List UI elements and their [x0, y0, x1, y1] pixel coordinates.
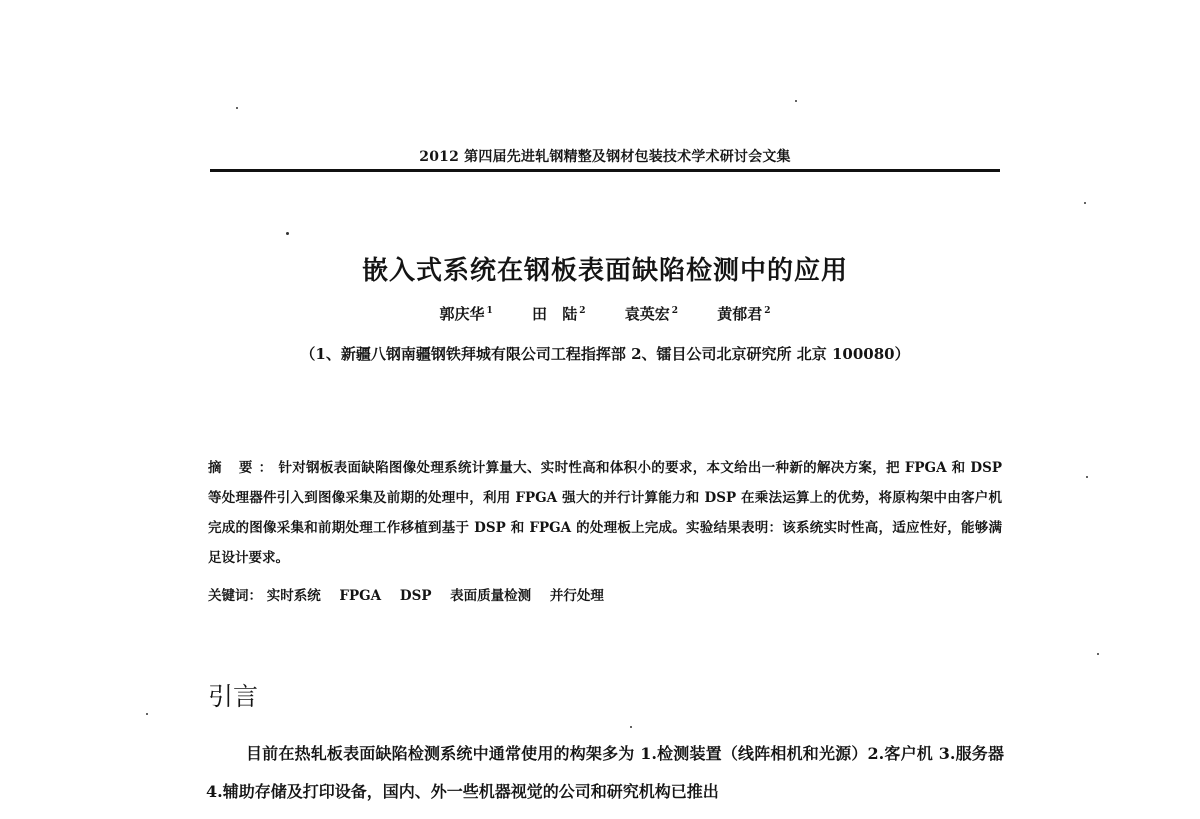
author-affiliation-mark: 2: [671, 306, 678, 316]
running-header: 2012 第四届先进轧钢精整及钢材包装技术学术研讨会文集: [419, 149, 791, 165]
scan-speck: [236, 107, 238, 109]
header-rule: [210, 169, 1000, 172]
author-affiliation-mark: 2: [579, 306, 586, 316]
author-name: 袁英宏: [624, 305, 670, 323]
paper-title: 嵌入式系统在钢板表面缺陷检测中的应用: [361, 256, 848, 286]
scan-speck: [630, 726, 632, 728]
scan-speck: [1086, 476, 1088, 478]
keywords: [208, 584, 618, 604]
author-name: 田 陆: [531, 305, 578, 323]
affiliation: （1、新疆八钢南疆钢铁拜城有限公司工程指挥部 2、镭目公司北京研究所 北京 100080）: [300, 345, 910, 363]
author-name: 黄郁君: [717, 305, 763, 323]
scan-speck: [795, 100, 797, 102]
keywords-label: 关键词：: [208, 588, 262, 604]
section-heading: 引言: [208, 682, 259, 711]
author: [532, 303, 586, 324]
author-name: 郭庆华: [439, 305, 485, 323]
keyword: 实时系统: [266, 588, 321, 604]
author-affiliation-mark: 2: [764, 306, 771, 316]
keyword: 表面质量检测: [450, 588, 532, 604]
author: [439, 303, 492, 324]
author-affiliation-mark: 1: [486, 306, 493, 316]
keyword: 并行处理: [549, 588, 604, 604]
author: [625, 303, 678, 324]
scan-speck: [1084, 202, 1086, 204]
abstract: [208, 453, 1002, 573]
scan-speck: [1097, 653, 1099, 655]
abstract-text: 针对钢板表面缺陷图像处理系统计算量大、实时性高和体积小的要求，本文给出一种新的解决方案，把 FPGA 和 DSP 等处理器件引入到图像采集及前期的处理中，利用 FPGA 强大的并行计算能力和 DSP 在乘法运算上的优势，将原构架中由客户机完成的图像采集和前期处理工作移植到基于 DSP 和 FPGA 的处理板上完成。实验结果表明：该系统实时性高，适应性好，能够满足设计要求。: [208, 460, 1002, 566]
author: [717, 303, 770, 324]
keyword: DSP: [399, 588, 432, 604]
scan-speck: [286, 232, 289, 235]
abstract-label: 摘 要：: [208, 460, 279, 476]
keyword: FPGA: [339, 588, 382, 604]
author-list: [210, 303, 1000, 324]
scan-speck: [146, 713, 148, 715]
body-paragraph: 目前在热轧板表面缺陷检测系统中通常使用的构架多为 1.检测装置（线阵相机和光源）2.客户机 3.服务器 4.辅助存储及打印设备，国内、外一些机器视觉的公司和研究机构已推出: [206, 744, 1004, 801]
